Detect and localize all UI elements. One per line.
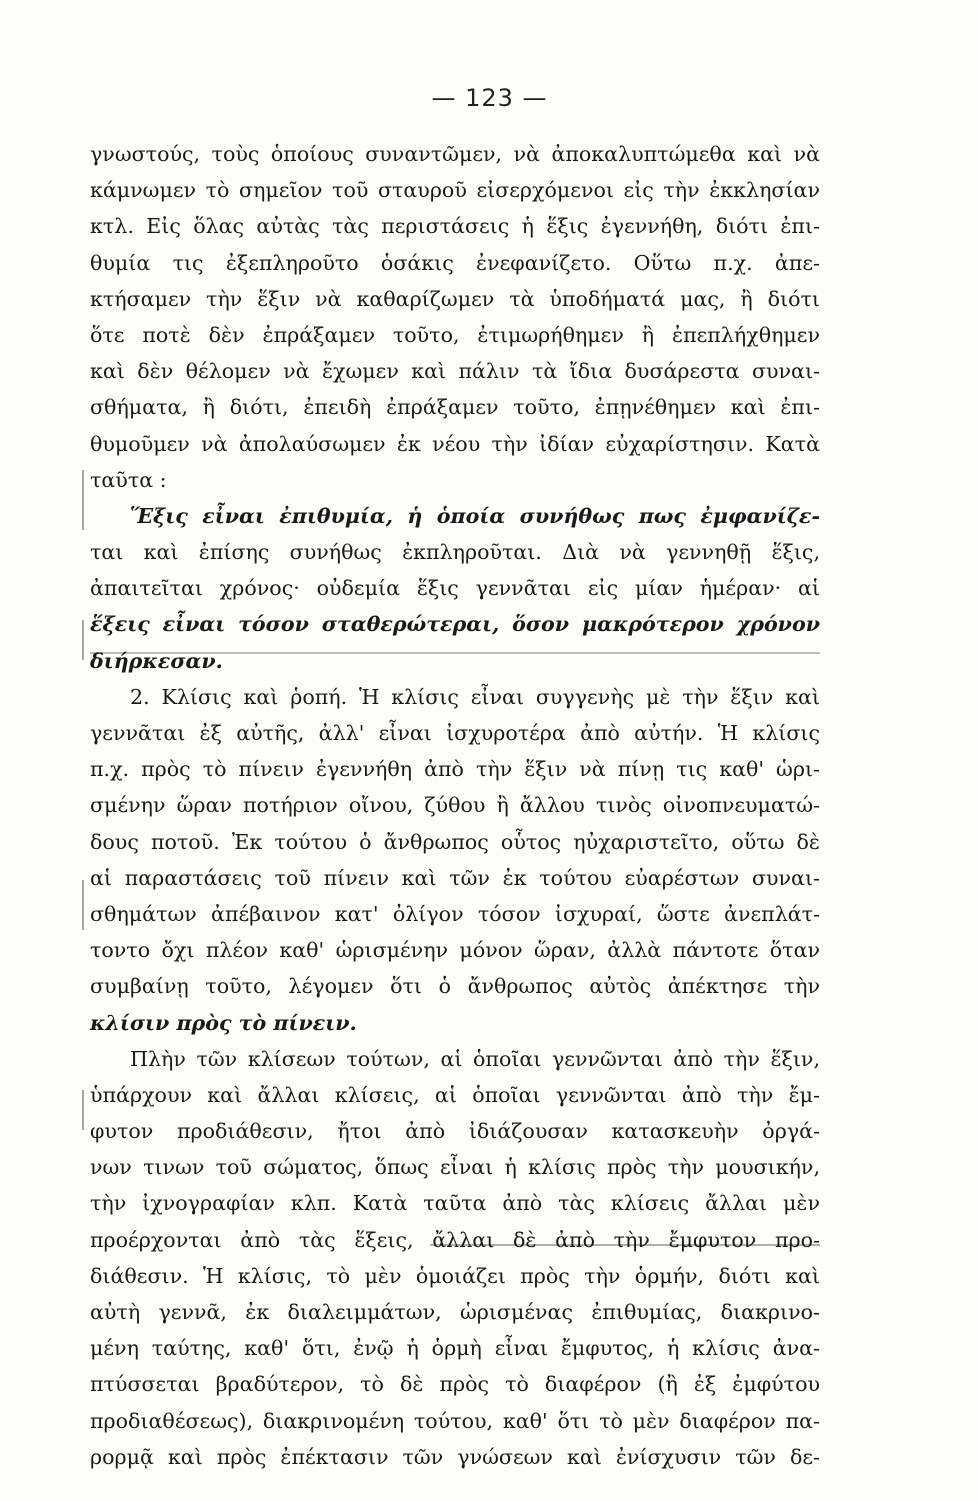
definition-line: Ἕξις εἶναι ἐπιθυμία, ἡ ὁποία συνήθως πως ἐμφανίζε- — [130, 503, 820, 528]
text-line: γνωστούς, τοὺς ὁποίους συναντῶμεν, νὰ ἀποκαλυπτώμεθα καὶ νὰ — [90, 142, 820, 166]
text-line: τὴν ἰχνογραφίαν κλπ. Κατὰ ταῦτα ἀπὸ τὰς κλίσεις ἄλλαι μὲν — [90, 1191, 820, 1216]
section-heading-line: 2. Κλίσις καὶ ῥοπή. Ἡ κλίσις εἶναι συγγενὴς μὲ τὴν ἕξιν καὶ — [130, 684, 820, 709]
text-line: ταῦτα : — [90, 467, 167, 492]
text-line: γεννᾶται ἐξ αὐτῆς, ἀλλ' εἶναι ἰσχυροτέρα ἀπὸ αὐτήν. Ἡ κλίσις — [90, 721, 820, 745]
text-line: ὑπάρχουν καὶ ἄλλαι κλίσεις, αἱ ὁποῖαι γεννῶνται ἀπὸ τὴν ἔμ- — [90, 1082, 820, 1107]
text-line: ἀπαιτεῖται χρόνος· οὐδεμία ἕξις γεννᾶται εἰς μίαν ἡμέραν· αἱ — [90, 576, 820, 601]
text-line: κτλ. Εἰς ὅλας αὐτὰς τὰς περιστάσεις ἡ ἕξις ἐγεννήθη, διότι ἐπι- — [90, 214, 820, 239]
text-line: ται καὶ ἐπίσης συνήθως ἐκπληροῦται. Διὰ νὰ γεννηθῇ ἕξις, — [90, 540, 820, 565]
text-line: θυμοῦμεν νὰ ἀπολαύσωμεν ἐκ νέου τὴν ἰδίαν εὐχαρίστησιν. Κατὰ — [90, 431, 820, 456]
text-line: σμένην ὥραν ποτήριον οἴνου, ζύθου ἢ ἄλλου τινὸς οἰνοπνευματώ- — [90, 793, 820, 818]
text-line: π.χ. πρὸς τὸ πίνειν ἐγεννήθη ἀπὸ τὴν ἕξιν νὰ πίνῃ τις καθ' ὡρι- — [90, 757, 820, 782]
text-line: προέρχονται ἀπὸ τὰς ἕξεις, ἄλλαι δὲ ἀπὸ τὴν ἔμφυτον προ- — [90, 1227, 820, 1252]
text-line: ὅτε ποτὲ δὲν ἐπράξαμεν τοῦτο, ἐτιμωρήθημεν ἢ ἐπεπλήχθημεν — [90, 322, 820, 347]
text-line: σθήματα, ἢ διότι, ἐπειδὴ ἐπράξαμεν τοῦτο, ἐπῃνέθημεν καὶ ἐπι- — [90, 395, 820, 420]
text-line: πτύσσεται βραδύτερον, τὸ δὲ πρὸς τὸ διαφέρον (ἢ ἐξ ἐμφύτου — [90, 1372, 820, 1397]
margin-mark — [82, 1090, 84, 1130]
text-line: κάμνωμεν τὸ σημεῖον τοῦ σταυροῦ εἰσερχόμενοι εἰς τὴν ἐκκλησίαν — [90, 178, 820, 203]
text-line: Πλὴν τῶν κλίσεων τούτων, αἱ ὁποῖαι γεννῶνται ἀπὸ τὴν ἕξιν, — [130, 1046, 820, 1071]
body-text — [90, 136, 820, 1475]
text-line: νων τινων τοῦ σώματος, ὅπως εἶναι ἡ κλίσις πρὸς τὴν μουσικήν, — [90, 1155, 820, 1180]
text-line: αἱ παραστάσεις τοῦ πίνειν καὶ τῶν ἐκ τούτου εὐαρέστων συναι- — [90, 865, 820, 890]
text-line: διάθεσιν. Ἡ κλίσις, τὸ μὲν ὁμοιάζει πρὸς τὴν ὁρμήν, διότι καὶ — [90, 1263, 820, 1288]
definition-line: διήρκεσαν. — [90, 648, 223, 673]
text-line: σθημάτων ἀπέβαινον κατ' ὀλίγον τόσον ἰσχυραί, ὥστε ἀνεπλάτ- — [90, 901, 820, 926]
margin-mark — [82, 880, 84, 930]
margin-mark — [82, 470, 84, 530]
underline-mark — [90, 652, 820, 654]
text-line: κτήσαμεν τὴν ἕξιν νὰ καθαρίζωμεν τὰ ὑποδήματά μας, ἢ διότι — [90, 286, 820, 311]
text-line: μένη ταύτης, καθ' ὅτι, ἐνῷ ἡ ὁρμὴ εἶναι ἔμφυτος, ἡ κλίσις ἀνα- — [90, 1336, 820, 1361]
text-line: συμβαίνῃ τοῦτο, λέγομεν ὅτι ὁ ἄνθρωπος αὐτὸς ἀπέκτησε τὴν — [90, 974, 820, 999]
text-line: προδιαθέσεως), διακρινομένη τούτου, καθ' ὅτι τὸ μὲν διαφέρον πα- — [90, 1408, 820, 1433]
definition-line: ἕξεις εἶναι τόσον σταθερώτεραι, ὅσον μακρότερον χρόνον — [90, 612, 820, 637]
margin-mark — [82, 620, 84, 660]
text-line: τοντο ὄχι πλέον καθ' ὡρισμένην μόνον ὥραν, ἀλλὰ πάντοτε ὅταν — [90, 938, 820, 963]
page-number: — 123 — — [431, 84, 548, 112]
text-line: καὶ δὲν θέλομεν νὰ ἔχωμεν καὶ πάλιν τὰ ἴδια δυσάρεστα συναι- — [90, 359, 820, 384]
text-line: αὐτὴ γεννᾶ, ἐκ διαλειμμάτων, ὡρισμένας ἐπιθυμίας, διακρινο- — [90, 1300, 820, 1324]
text-line: δους ποτοῦ. Ἐκ τούτου ὁ ἄνθρωπος οὗτος ηὐχαριστεῖτο, οὕτω δὲ — [90, 829, 820, 854]
text-line: θυμία τις ἐξεπληροῦτο ὁσάκις ἐνεφανίζετο. Οὕτω π.χ. ἀπε- — [90, 250, 820, 275]
text-line: κλίσιν πρὸς τὸ πίνειν. — [90, 1010, 357, 1035]
text-line: ρορμᾷ καὶ πρὸς ἐπέκτασιν τῶν γνώσεων καὶ ἐνίσχυσιν τῶν δε- — [90, 1444, 820, 1469]
underline-mark — [430, 1244, 820, 1246]
text-line: φυτον προδιάθεσιν, ἤτοι ἀπὸ ἰδιάζουσαν κατασκευὴν ὀργά- — [90, 1119, 820, 1144]
